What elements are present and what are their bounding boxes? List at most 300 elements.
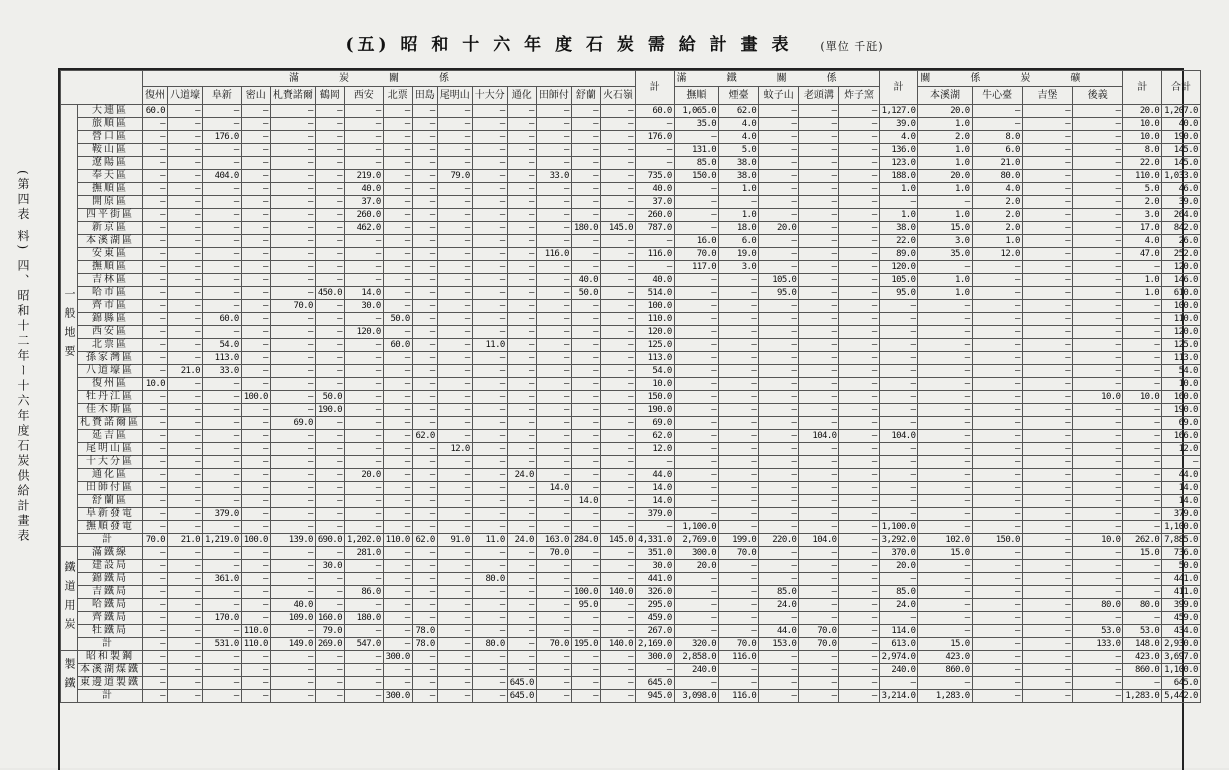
table-cell: — [600, 599, 635, 612]
table-cell: — [383, 508, 412, 521]
table-cell: — [168, 573, 203, 586]
table-cell: — [437, 261, 472, 274]
table-cell: — [1123, 313, 1162, 326]
row-label: 哈市區 [78, 287, 143, 300]
total-row [61, 690, 1201, 703]
table-cell: — [143, 144, 168, 157]
table-cell: — [143, 430, 168, 443]
table-cell: — [1022, 547, 1072, 560]
table-cell: — [839, 456, 879, 469]
table-cell: — [472, 183, 507, 196]
table-cell: 4.0 [719, 118, 759, 131]
table-cell: — [270, 339, 315, 352]
table-cell: — [918, 443, 972, 456]
table-cell: 15.0 [918, 547, 972, 560]
table-cell: — [1073, 339, 1123, 352]
table-cell: — [799, 209, 839, 222]
table-cell: — [315, 378, 344, 391]
table-cell: 180.0 [344, 612, 383, 625]
table-cell: — [839, 248, 879, 261]
table-cell: 150.0 [674, 170, 718, 183]
table-cell: — [759, 469, 799, 482]
table-cell: — [571, 326, 600, 339]
table-cell: — [719, 573, 759, 586]
table-cell: 176.0 [203, 131, 242, 144]
table-cell: — [507, 222, 536, 235]
table-cell: 40.0 [344, 183, 383, 196]
row-label: 遼陽區 [78, 157, 143, 170]
table-cell: — [412, 677, 437, 690]
table-cell: 295.0 [635, 599, 674, 612]
table-cell: — [600, 625, 635, 638]
table-cell: 70.0 [536, 638, 571, 651]
table-cell: — [918, 677, 972, 690]
table-cell: — [412, 287, 437, 300]
table-cell: — [241, 144, 270, 157]
table-cell: — [1073, 677, 1123, 690]
table-cell: 190.0 [635, 404, 674, 417]
table-row [61, 430, 1201, 443]
table-cell: 459.0 [635, 612, 674, 625]
table-cell: — [635, 118, 674, 131]
table-cell: — [719, 612, 759, 625]
table-cell: — [412, 456, 437, 469]
table-cell: — [412, 118, 437, 131]
table-cell: — [472, 612, 507, 625]
title-text: (五) 昭 和 十 六 年 度 石 炭 需 給 計 畫 表 [345, 35, 793, 55]
table-cell: 145.0 [1162, 144, 1201, 157]
table-cell: — [719, 326, 759, 339]
table-cell: 10.0 [1073, 391, 1123, 404]
table-cell: 2.0 [1123, 196, 1162, 209]
table-cell: — [383, 456, 412, 469]
table-cell: — [571, 118, 600, 131]
table-cell: — [879, 196, 918, 209]
table-row [61, 482, 1201, 495]
table-cell: 153.0 [759, 638, 799, 651]
table-cell: — [719, 625, 759, 638]
table-cell: 80.0 [972, 170, 1022, 183]
table-cell: — [918, 521, 972, 534]
table-row [61, 209, 1201, 222]
table-cell: — [383, 573, 412, 586]
table-cell: 10.0 [143, 378, 168, 391]
table-cell: 69.0 [270, 417, 315, 430]
table-cell: — [270, 625, 315, 638]
header-corner [61, 71, 143, 105]
table-cell: — [600, 235, 635, 248]
table-cell: — [1022, 404, 1072, 417]
table-cell: 22.0 [879, 235, 918, 248]
table-cell: — [383, 196, 412, 209]
table-cell: — [315, 235, 344, 248]
table-cell: 3.0 [719, 261, 759, 274]
table-cell: — [315, 222, 344, 235]
table-cell: — [270, 326, 315, 339]
table-cell: — [270, 456, 315, 469]
table-cell: 100.0 [241, 534, 270, 547]
column-header: 吉堡 [1022, 87, 1072, 105]
table-cell: 842.0 [1162, 222, 1201, 235]
table-cell: 60.0 [203, 313, 242, 326]
table-cell: — [344, 391, 383, 404]
table-cell: — [203, 326, 242, 339]
table-cell: — [1123, 508, 1162, 521]
table-cell: 1,219.0 [203, 534, 242, 547]
table-cell: — [536, 196, 571, 209]
table-cell: — [600, 469, 635, 482]
table-cell: — [600, 326, 635, 339]
table-cell: — [270, 586, 315, 599]
table-cell: — [472, 105, 507, 118]
table-cell: 547.0 [344, 638, 383, 651]
group-header: 滿鐵關係 [674, 71, 879, 87]
table-cell: 361.0 [203, 573, 242, 586]
table-cell: — [1162, 456, 1201, 469]
table-cell: — [839, 261, 879, 274]
table-cell: — [168, 313, 203, 326]
table-cell: — [1073, 105, 1123, 118]
table-cell: 44.0 [1162, 469, 1201, 482]
table-cell: 170.0 [203, 612, 242, 625]
table-cell: — [383, 612, 412, 625]
table-cell: — [839, 196, 879, 209]
table-cell: — [507, 118, 536, 131]
column-header: 舒蘭 [571, 87, 600, 105]
table-cell: 1.0 [879, 183, 918, 196]
table-cell: — [437, 521, 472, 534]
table-cell: — [412, 521, 437, 534]
table-cell: — [143, 690, 168, 703]
table-cell: — [383, 482, 412, 495]
table-cell: — [143, 209, 168, 222]
table-cell: — [571, 196, 600, 209]
table-cell: — [719, 482, 759, 495]
table-cell: — [600, 456, 635, 469]
table-cell: 37.0 [344, 196, 383, 209]
table-cell: — [241, 183, 270, 196]
table-cell: — [1123, 326, 1162, 339]
table-cell: — [600, 131, 635, 144]
table-cell: — [536, 443, 571, 456]
table-cell: — [241, 599, 270, 612]
table-cell: — [507, 313, 536, 326]
table-cell: — [571, 651, 600, 664]
table-cell: — [203, 482, 242, 495]
table-cell: — [839, 573, 879, 586]
table-cell: — [143, 391, 168, 404]
table-cell: 434.0 [1162, 625, 1201, 638]
table-cell: 441.0 [1162, 573, 1201, 586]
table-cell: 14.0 [344, 287, 383, 300]
table-cell: — [412, 651, 437, 664]
table-cell: — [571, 235, 600, 248]
table-cell: — [719, 196, 759, 209]
table-cell: — [507, 209, 536, 222]
table-cell: — [315, 105, 344, 118]
table-cell: — [241, 651, 270, 664]
table-cell: — [507, 495, 536, 508]
table-cell: — [507, 248, 536, 261]
table-cell: — [437, 677, 472, 690]
table-cell: — [437, 235, 472, 248]
table-cell: — [536, 326, 571, 339]
table-cell: — [437, 599, 472, 612]
table-cell: — [839, 339, 879, 352]
table-cell: — [839, 690, 879, 703]
table-cell: — [799, 144, 839, 157]
table-cell: — [839, 352, 879, 365]
table-row [61, 222, 1201, 235]
table-cell: — [918, 378, 972, 391]
table-cell: — [472, 482, 507, 495]
table-cell: — [719, 378, 759, 391]
table-cell: — [759, 482, 799, 495]
table-cell: — [719, 586, 759, 599]
table-cell: 140.0 [600, 586, 635, 599]
table-cell: — [1123, 339, 1162, 352]
table-cell: — [571, 417, 600, 430]
table-cell: — [674, 352, 718, 365]
table-cell: — [918, 482, 972, 495]
table-cell: — [571, 261, 600, 274]
table-cell: — [1073, 664, 1123, 677]
table-cell: — [839, 391, 879, 404]
table-cell: — [437, 664, 472, 677]
table-cell: — [571, 391, 600, 404]
table-cell: — [168, 391, 203, 404]
table-cell: 70.0 [799, 625, 839, 638]
table-cell: — [571, 365, 600, 378]
table-cell: — [600, 248, 635, 261]
table-cell: 110.0 [1123, 170, 1162, 183]
table-cell: 148.0 [1123, 638, 1162, 651]
table-cell: — [918, 313, 972, 326]
table-cell: — [1022, 443, 1072, 456]
table-cell: — [600, 352, 635, 365]
table-cell: — [507, 404, 536, 417]
table-cell: — [344, 664, 383, 677]
table-cell: — [972, 547, 1022, 560]
table-cell: — [412, 209, 437, 222]
table-cell: — [472, 378, 507, 391]
table-cell: 105.0 [759, 274, 799, 287]
table-cell: — [839, 612, 879, 625]
table-cell: — [674, 300, 718, 313]
table-cell: 1.0 [918, 287, 972, 300]
table-cell: 120.0 [1162, 261, 1201, 274]
table-cell: — [203, 391, 242, 404]
table-cell: 54.0 [1162, 365, 1201, 378]
table-cell: — [1022, 339, 1072, 352]
table-cell: — [839, 378, 879, 391]
table-cell: — [241, 573, 270, 586]
table-cell: 113.0 [203, 352, 242, 365]
table-cell: — [1073, 430, 1123, 443]
table-cell: — [412, 222, 437, 235]
table-cell: 240.0 [674, 664, 718, 677]
table-cell: — [759, 430, 799, 443]
table-cell: 150.0 [635, 391, 674, 404]
table-cell: — [972, 573, 1022, 586]
table-cell: — [472, 326, 507, 339]
table-cell: — [759, 612, 799, 625]
table-cell: 38.0 [719, 170, 759, 183]
table-cell: 104.0 [799, 534, 839, 547]
table-cell: — [143, 495, 168, 508]
table-cell: — [536, 690, 571, 703]
table-cell: 104.0 [879, 430, 918, 443]
table-cell: — [536, 612, 571, 625]
table-cell: — [839, 222, 879, 235]
table-cell: 117.0 [674, 261, 718, 274]
table-cell: — [918, 365, 972, 378]
table-cell: — [412, 612, 437, 625]
table-cell: — [674, 196, 718, 209]
table-cell: — [1073, 170, 1123, 183]
table-cell: — [1073, 248, 1123, 261]
table-cell: — [759, 365, 799, 378]
table-cell: — [600, 170, 635, 183]
table-cell: — [168, 664, 203, 677]
table-cell: — [344, 157, 383, 170]
table-cell: — [270, 235, 315, 248]
row-label: 孫家灣區 [78, 352, 143, 365]
table-cell: — [270, 274, 315, 287]
table-cell: 26.0 [1162, 235, 1201, 248]
table-cell: — [143, 170, 168, 183]
table-cell: — [918, 599, 972, 612]
table-cell: — [1073, 300, 1123, 313]
table-cell: — [270, 651, 315, 664]
table-cell: — [203, 651, 242, 664]
table-cell: 85.0 [674, 157, 718, 170]
table-cell: — [168, 274, 203, 287]
table-cell: 1.0 [918, 118, 972, 131]
table-cell: 2,169.0 [635, 638, 674, 651]
table-cell: — [879, 404, 918, 417]
table-cell: — [759, 118, 799, 131]
row-label: 計 [78, 534, 143, 547]
table-cell: — [383, 378, 412, 391]
table-cell: 1,283.0 [1123, 690, 1162, 703]
table-cell: — [143, 261, 168, 274]
table-cell: — [879, 352, 918, 365]
column-header: 田師付 [536, 87, 571, 105]
group-header: 合計 [1162, 71, 1201, 105]
table-cell: — [839, 560, 879, 573]
table-cell: — [600, 157, 635, 170]
table-cell: — [437, 313, 472, 326]
table-cell: — [918, 417, 972, 430]
table-cell: — [507, 443, 536, 456]
table-cell: — [315, 586, 344, 599]
table-cell: 40.0 [571, 274, 600, 287]
table-cell: — [241, 248, 270, 261]
table-cell: 70.0 [719, 638, 759, 651]
table-cell: — [168, 144, 203, 157]
table-cell: — [437, 612, 472, 625]
table-row [61, 508, 1201, 521]
table-cell: — [536, 235, 571, 248]
table-cell: — [472, 599, 507, 612]
table-cell: — [918, 508, 972, 521]
row-label: 撫順發電 [78, 521, 143, 534]
table-cell: — [143, 560, 168, 573]
table-cell: 116.0 [635, 248, 674, 261]
table-cell: 20.0 [918, 170, 972, 183]
table-cell: — [536, 404, 571, 417]
table-cell: — [507, 456, 536, 469]
table-cell: — [507, 274, 536, 287]
table-cell: — [719, 391, 759, 404]
table-cell: 110.0 [241, 625, 270, 638]
table-cell: — [472, 508, 507, 521]
table-cell: — [168, 352, 203, 365]
table-cell: — [972, 339, 1022, 352]
table-cell: — [972, 274, 1022, 287]
table-cell: — [1022, 183, 1072, 196]
table-cell: 95.0 [879, 287, 918, 300]
table-cell: — [472, 144, 507, 157]
table-cell: — [168, 261, 203, 274]
table-cell: — [507, 547, 536, 560]
table-cell: 12.0 [635, 443, 674, 456]
table-cell: — [241, 170, 270, 183]
table-cell: — [315, 651, 344, 664]
table-cell: — [383, 131, 412, 144]
table-cell: — [759, 547, 799, 560]
table-cell: — [1073, 183, 1123, 196]
table-cell: — [799, 326, 839, 339]
table-cell: — [918, 391, 972, 404]
table-cell: — [437, 118, 472, 131]
table-cell: — [1073, 508, 1123, 521]
table-cell: — [674, 612, 718, 625]
table-cell: — [315, 131, 344, 144]
table-cell: 240.0 [879, 664, 918, 677]
table-cell: 21.0 [972, 157, 1022, 170]
table-cell: — [315, 482, 344, 495]
table-cell: — [143, 677, 168, 690]
table-cell: — [344, 495, 383, 508]
table-cell: — [536, 573, 571, 586]
table-cell: — [203, 664, 242, 677]
table-cell: 945.0 [635, 690, 674, 703]
table-cell: 3.0 [1123, 209, 1162, 222]
table-cell: — [1073, 144, 1123, 157]
table-cell: — [437, 547, 472, 560]
table-cell: 50.0 [571, 287, 600, 300]
table-cell: — [241, 586, 270, 599]
table-cell: — [1022, 300, 1072, 313]
table-cell: — [1073, 482, 1123, 495]
table-cell: — [600, 573, 635, 586]
table-cell: — [383, 404, 412, 417]
table-cell: — [168, 599, 203, 612]
table-cell: — [412, 547, 437, 560]
table-cell: — [600, 404, 635, 417]
table-cell: — [759, 417, 799, 430]
table-cell: — [759, 508, 799, 521]
table-cell: — [203, 690, 242, 703]
table-cell: — [839, 144, 879, 157]
table-cell: — [168, 521, 203, 534]
table-cell: — [1073, 235, 1123, 248]
table-cell: — [600, 495, 635, 508]
table-cell: — [168, 300, 203, 313]
table-cell: — [143, 274, 168, 287]
